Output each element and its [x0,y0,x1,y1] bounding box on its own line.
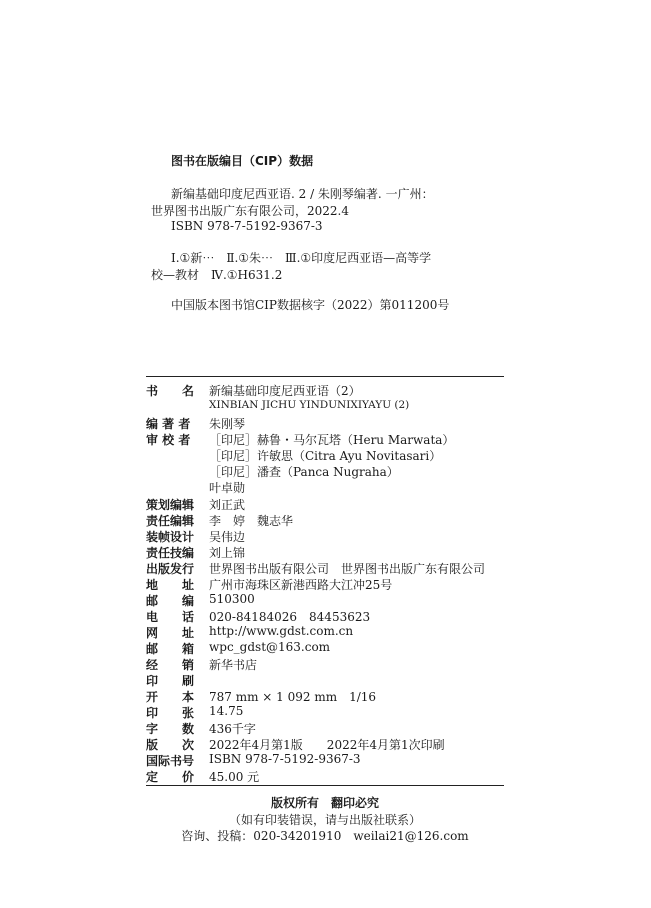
cip-line-2: 世界图书出版广东有限公司，2022.4 [151,204,349,218]
cip-line-4: Ⅰ.①新⋯ Ⅱ.①朱⋯ Ⅲ.①印度尼西亚语—高等学 [171,251,432,265]
reviewer-3: ［印尼］潘查（Panca Nugraha） [209,465,399,479]
distributor: 新华书店 [209,658,258,672]
reviewer-2: ［印尼］许敏思（Citra Ayu Novitasari） [209,449,442,463]
design: 吴伟边 [209,530,246,544]
print-error-notice: （如有印装错误，请与出版社联系） [228,813,421,827]
publisher: 世界图书出版有限公司 世界图书出版广东有限公司 [209,562,486,576]
postcode-label: 邮 编 [146,594,195,608]
edition: 2022年4月第1版 2022年4月第1次印刷 [209,738,445,752]
copyright-notice: 版权所有 翻印必究 [270,796,379,810]
isbn-label: 国际书号 [146,754,195,768]
reviewer-4: 叶卓勋 [209,481,246,495]
isbn: ISBN 978-7-5192-9367-3 [209,752,361,766]
cip-line-5: 校—教材 Ⅳ.①H631.2 [151,268,283,282]
responsible-editor: 李 婷 魏志华 [209,514,294,528]
format-label: 开 本 [146,690,195,704]
distributor-label: 经 销 [146,658,195,672]
words-label: 字 数 [146,722,195,736]
address: 广州市海珠区新港西路大江冲25号 [209,578,393,592]
cip-line-6: 中国版本图书馆CIP数据核字（2022）第011200号 [171,298,450,312]
phone-label: 电 话 [146,610,195,624]
phone: 020-84184026 84453623 [209,610,371,624]
author: 朱刚琴 [209,417,246,431]
bottom-divider [146,785,504,786]
cip-line-3: ISBN 978-7-5192-9367-3 [171,219,323,233]
sheets-label: 印 张 [146,706,195,720]
reviewers-label: 审 校 者 [146,433,191,447]
website: http://www.gdst.com.cn [209,624,354,638]
price: 45.00 元 [209,770,260,784]
postcode: 510300 [209,592,255,606]
format: 787 mm × 1 092 mm 1/16 [209,690,377,704]
cip-title: 图书在版编目（CIP）数据 [171,154,314,168]
book-title-label: 书 名 [146,384,195,398]
words: 436千字 [209,722,256,736]
contact-info: 咨询、投稿：020-34201910 weilai21@126.com [181,829,469,843]
top-divider [146,376,504,377]
reviewer-1: ［印尼］赫鲁・马尔瓦塔（Heru Marwata） [209,433,455,447]
publisher-label: 出版发行 [146,562,195,576]
address-label: 地 址 [146,578,195,592]
email-label: 邮 箱 [146,642,195,656]
website-label: 网 址 [146,626,195,640]
sheets: 14.75 [209,704,244,718]
design-label: 装帧设计 [146,530,195,544]
tech-editor: 刘上锦 [209,546,246,560]
edition-label: 版 次 [146,738,195,752]
responsible-editor-label: 责任编辑 [146,514,195,528]
printer-label: 印 刷 [146,674,195,688]
cip-line-1: 新编基础印度尼西亚语. 2 / 朱刚琴编著. 一广州： [171,187,434,201]
tech-editor-label: 责任技编 [146,546,195,560]
email: wpc_gdst@163.com [209,640,331,654]
planning-editor: 刘正武 [209,498,246,512]
book-title-pinyin: XINBIAN JICHU YINDUNIXIYAYU (2) [209,399,410,411]
planning-editor-label: 策划编辑 [146,498,195,512]
author-label: 编 著 者 [146,417,191,431]
book-title: 新编基础印度尼西亚语（2） [209,384,361,398]
price-label: 定 价 [146,770,195,784]
